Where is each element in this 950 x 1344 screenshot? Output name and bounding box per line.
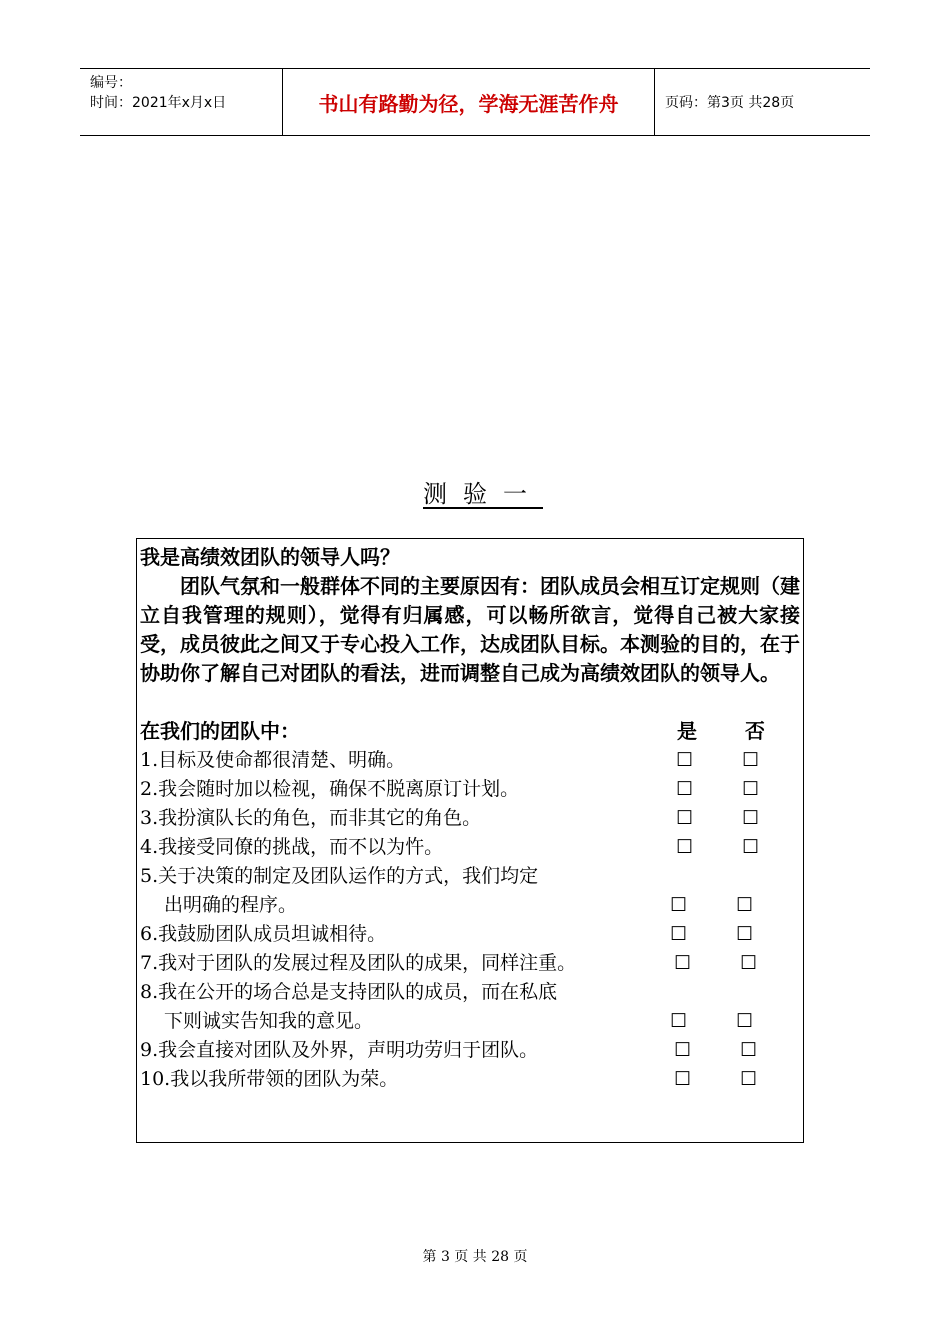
no-checkbox[interactable]: ☐ — [736, 923, 754, 945]
question-row — [140, 833, 800, 862]
yes-checkbox[interactable]: ☐ — [674, 1068, 692, 1090]
no-checkbox[interactable]: ☐ — [740, 952, 758, 974]
no-checkbox[interactable]: ☐ — [740, 1068, 758, 1090]
no-checkbox[interactable]: ☐ — [742, 807, 760, 829]
yes-checkbox[interactable]: ☐ — [676, 807, 694, 829]
yes-checkbox[interactable]: ☐ — [674, 952, 692, 974]
question-text: 9.我会直接对团队及外界，声明功劳归于团队。 — [140, 1039, 539, 1061]
yes-checkbox[interactable]: ☐ — [670, 1010, 688, 1032]
header-number: 编号： — [90, 75, 132, 91]
question-text: 5.关于决策的制定及团队运作的方式，我们均定 — [140, 865, 539, 887]
questionnaire-heading: 我是高绩效团队的领导人吗？ — [140, 545, 400, 569]
question-row — [140, 920, 800, 949]
question-text: 4.我接受同僚的挑战，而不以为忤。 — [140, 836, 444, 858]
no-checkbox[interactable]: ☐ — [742, 778, 760, 800]
yes-checkbox[interactable]: ☐ — [676, 778, 694, 800]
question-text: 1.目标及使命都很清楚、明确。 — [140, 749, 406, 771]
question-row — [140, 891, 800, 920]
question-text: 下则诚实告知我的意见。 — [164, 1010, 374, 1032]
yes-checkbox[interactable]: ☐ — [670, 923, 688, 945]
no-checkbox[interactable]: ☐ — [736, 894, 754, 916]
yes-checkbox[interactable]: ☐ — [674, 1039, 692, 1061]
yes-checkbox[interactable]: ☐ — [676, 836, 694, 858]
question-row — [140, 862, 800, 891]
page-title: 测验一 — [423, 480, 543, 508]
header-time: 时间：2021年x月x日 — [90, 95, 227, 111]
no-column-label: 否 — [745, 719, 765, 743]
question-list — [140, 746, 800, 1094]
yes-checkbox[interactable]: ☐ — [676, 749, 694, 771]
no-checkbox[interactable]: ☐ — [740, 1039, 758, 1061]
question-text: 8.我在公开的场合总是支持团队的成员，而在私底 — [140, 981, 558, 1003]
page-title-wrap — [0, 474, 950, 509]
question-row — [140, 949, 800, 978]
question-text: 3.我扮演队长的角色，而非其它的角色。 — [140, 807, 482, 829]
question-row — [140, 1036, 800, 1065]
question-row — [140, 1065, 800, 1094]
questionnaire-box — [136, 538, 804, 1143]
questionnaire-intro: 团队气氛和一般群体不同的主要原因有：团队成员会相互订定规则（建立自我管理的规则），觉得有归属感，可以畅所欲言，觉得自己被大家接受，成员彼此之间又于专心投入工作，达成团队目标。本测验的目的，在于协助你了解自己对团队的看法，进而调整自己成为高绩效团队的领导人。 — [140, 574, 800, 685]
question-row — [140, 775, 800, 804]
page-header — [80, 68, 870, 136]
spacer — [140, 688, 800, 717]
section-label: 在我们的团队中： — [140, 719, 300, 743]
question-text: 2.我会随时加以检视，确保不脱离原订计划。 — [140, 778, 520, 800]
question-text: 出明确的程序。 — [164, 894, 298, 916]
no-checkbox[interactable]: ☐ — [736, 1010, 754, 1032]
header-page-info: 页码：第3页 共28页 — [665, 95, 795, 111]
question-text: 10.我以我所带领的团队为荣。 — [140, 1068, 399, 1090]
header-meta — [80, 69, 282, 135]
question-text: 6.我鼓励团队成员坦诚相待。 — [140, 923, 387, 945]
question-row — [140, 978, 800, 1007]
yes-column-label: 是 — [677, 719, 697, 743]
question-row — [140, 1007, 800, 1036]
question-row — [140, 746, 800, 775]
question-text: 7.我对于团队的发展过程及团队的成果，同样注重。 — [140, 952, 577, 974]
no-checkbox[interactable]: ☐ — [742, 836, 760, 858]
page-footer: 第 3 页 共 28 页 — [422, 1249, 528, 1265]
question-row — [140, 804, 800, 833]
yes-checkbox[interactable]: ☐ — [670, 894, 688, 916]
section-header — [140, 717, 800, 746]
no-checkbox[interactable]: ☐ — [742, 749, 760, 771]
header-motto: 书山有路勤为径，学海无涯苦作舟 — [282, 69, 655, 135]
